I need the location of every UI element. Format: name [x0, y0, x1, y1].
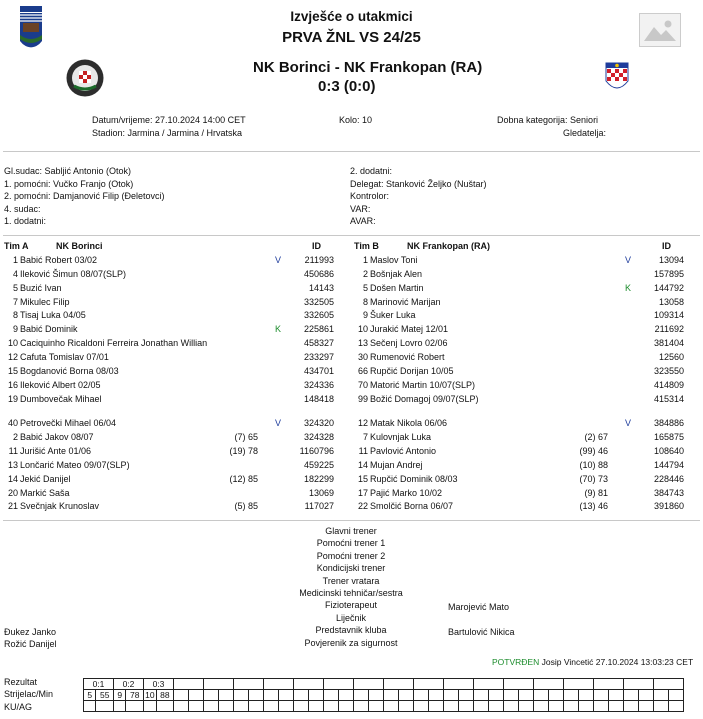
player-number: 11 [8, 445, 18, 456]
player-name: Dumbovečak Mihael [20, 393, 102, 404]
player-row [0, 500, 340, 513]
player-name: Bogdanović Borna 08/03 [20, 365, 119, 376]
score-cell [234, 679, 264, 690]
officials-right [350, 165, 487, 228]
results-label-score: Rezultat [4, 677, 38, 687]
official-line: 1. dodatni: [4, 216, 47, 226]
score-cell [624, 679, 654, 690]
officials-left [4, 165, 165, 228]
player-substitution: (12) 85 [229, 473, 258, 484]
player-name: Svečnjak Krunoslav [20, 501, 100, 512]
player-name: Maslov Toni [370, 255, 418, 265]
player-row [350, 445, 690, 458]
player-row [350, 379, 690, 392]
player-name: Došen Martin [370, 282, 424, 293]
player-number: 4 [12, 268, 18, 279]
player-id: 13058 [658, 296, 684, 307]
player-substitution: (99) 46 [579, 445, 608, 456]
player-number: 21 [7, 501, 18, 512]
confirmation-by: Josip Vincetić 27.10.2024 13:03:23 CET [541, 657, 694, 667]
player-id: 148418 [303, 393, 334, 404]
player-number: 7 [12, 296, 18, 307]
staff-role-label: Medicinski tehničar/sestra [299, 588, 403, 598]
player-number: 12 [357, 418, 368, 428]
player-row [0, 417, 340, 430]
player-role-mark: V [275, 255, 282, 265]
player-id: 1160796 [299, 445, 334, 456]
player-row [0, 431, 340, 444]
player-number: 15 [357, 473, 368, 484]
age-category: Dobna kategorija: Seniori [497, 115, 599, 125]
player-id: 381404 [653, 338, 684, 349]
match-datetime: Datum/vrijeme: 27.10.2024 14:00 CET [92, 115, 246, 125]
scorer-number: 10 [145, 690, 155, 700]
player-number: 17 [357, 487, 368, 498]
player-row [350, 323, 690, 336]
player-row [0, 268, 340, 281]
player-row [350, 459, 690, 472]
staff-role-label: Pomoćni trener 1 [316, 538, 386, 549]
divider [3, 235, 700, 236]
staff-role-label: Trener vratara [322, 575, 380, 586]
final-score: 0:3 (0:0) [318, 78, 376, 95]
results-label-scorer: Strijelac/Min [4, 689, 54, 699]
official-line: 2. pomoćni: Damjanović Filip (Đeletovci) [4, 191, 165, 201]
scorer-minute: 78 [126, 690, 144, 701]
player-row [350, 417, 690, 430]
player-name: Jurakić Matej 12/01 [370, 324, 449, 335]
player-row [350, 337, 690, 350]
player-id: 157895 [653, 268, 684, 279]
player-id: 108640 [653, 445, 684, 456]
staff-role-label: Povjerenik za sigurnost [304, 637, 398, 648]
player-id: 144794 [653, 459, 684, 470]
spectators: Gledatelja: [563, 128, 607, 138]
player-name: Jurišić Ante 01/06 [20, 445, 92, 456]
player-id: 228446 [653, 473, 684, 484]
staff-role-label: Pomoćni trener 2 [316, 550, 386, 561]
scorer-number: 5 [84, 690, 96, 701]
player-number: 1 [12, 255, 18, 265]
player-id: 324328 [303, 431, 334, 442]
player-name: Pavlović Antonio [370, 445, 437, 456]
staff-role-label: Liječnik [335, 612, 366, 623]
player-name: Kulovnjak Luka [370, 431, 432, 442]
player-name: Ileković Šimun 08/07(SLP) [20, 268, 127, 279]
player-id: 332605 [303, 310, 334, 321]
score-cell [444, 679, 474, 690]
player-row [0, 323, 340, 336]
score-cell [174, 679, 204, 690]
team-b-club-rep: Bartulović Nikica [448, 627, 515, 637]
player-id: 384886 [653, 418, 684, 428]
player-substitution: (13) 46 [579, 501, 608, 512]
nk-frankopan-crest-icon [604, 60, 630, 95]
team-b-physio: Marojević Mato [448, 602, 510, 612]
player-number: 1 [362, 255, 368, 265]
player-number: 11 [358, 445, 368, 456]
player-number: 99 [357, 393, 368, 404]
player-row [350, 268, 690, 281]
player-id: 434701 [303, 365, 334, 376]
player-number: 7 [362, 431, 368, 442]
official-line: 2. dodatni: [350, 166, 393, 176]
player-name: Rumenović Robert [370, 351, 445, 362]
player-row [350, 254, 690, 267]
staff-role-label: Predstavnik kluba [315, 625, 387, 636]
player-name: Božić Domagoj 09/07(SLP) [370, 393, 479, 404]
team-a-name: NK Borinci [56, 241, 103, 251]
player-row [0, 309, 340, 322]
player-row [0, 296, 340, 309]
player-number: 12 [7, 351, 18, 362]
team-a-label: Tim A [4, 241, 29, 251]
score-cell [324, 679, 354, 690]
player-id: 211993 [304, 255, 334, 265]
divider [3, 520, 700, 521]
score-cell [264, 679, 294, 690]
official-line: 4. sudac: [4, 203, 41, 214]
player-row [350, 296, 690, 309]
match-teams [253, 59, 482, 76]
player-number: 9 [12, 324, 18, 335]
player-id: 391860 [653, 501, 684, 512]
score-cell [504, 679, 534, 690]
score-cell [414, 679, 444, 690]
player-id: 144792 [653, 282, 684, 293]
player-row [350, 431, 690, 444]
player-id: 450686 [303, 268, 334, 279]
player-number: 40 [7, 418, 18, 428]
results-scorer-row [84, 690, 684, 701]
score-cell [534, 679, 564, 690]
player-id: 324320 [303, 418, 334, 428]
player-row [350, 282, 690, 295]
score-cell [474, 679, 504, 690]
confirmation [492, 657, 693, 667]
score-cell [594, 679, 624, 690]
score-cell [294, 679, 324, 690]
player-name: Bošnjak Alen [370, 268, 423, 279]
player-id: 109314 [653, 310, 684, 321]
player-name: Ileković Albert 02/05 [20, 379, 101, 390]
player-row [0, 282, 340, 295]
player-number: 13 [357, 338, 368, 349]
player-name: Buzić Ivan [20, 282, 62, 293]
player-number: 8 [362, 296, 368, 307]
player-id: 211692 [654, 324, 684, 335]
player-name: Pajić Marko 10/02 [370, 487, 443, 498]
player-id: 12560 [658, 351, 684, 362]
player-row [0, 365, 340, 378]
player-name: Rupčić Dorijan 10/05 [370, 365, 454, 376]
player-number: 5 [362, 282, 368, 293]
player-role-mark: V [625, 255, 632, 265]
results-label-cards: KU/AG [4, 702, 33, 712]
scorer-number: 9 [114, 690, 126, 701]
team-a-id-header: ID [312, 241, 321, 251]
player-row [0, 351, 340, 364]
score-cell [654, 679, 684, 690]
player-name: Matak Nikola 06/06 [370, 418, 448, 428]
player-id: 182299 [303, 473, 334, 484]
player-number: 5 [12, 282, 18, 293]
player-row [0, 393, 340, 406]
player-substitution: (70) 73 [579, 473, 608, 484]
player-number: 13 [7, 459, 18, 470]
player-number: 66 [357, 365, 368, 376]
player-name: Petrovečki Mihael 06/04 [20, 418, 117, 428]
score-cell [204, 679, 234, 690]
player-substitution: (2) 67 [584, 431, 608, 442]
player-name: Jekić Danijel [20, 473, 71, 484]
player-row [0, 337, 340, 350]
player-substitution: (10) 88 [579, 459, 608, 470]
results-score-row [84, 679, 684, 690]
score-cell: 0:2 [114, 679, 144, 690]
player-row [350, 473, 690, 486]
player-id: 165875 [653, 431, 684, 442]
player-number: 20 [7, 487, 18, 498]
player-id: 323550 [653, 365, 684, 376]
staff-role-label: Kondicijski trener [316, 563, 386, 574]
player-row [350, 309, 690, 322]
player-name: Cafuta Tomislav 07/01 [20, 351, 109, 362]
player-name: Smolčić Borna 06/07 [370, 501, 454, 512]
player-name: Lončarić Mateo 09/07(SLP) [20, 459, 130, 470]
player-row [0, 459, 340, 472]
player-name: Caciquinho Ricaldoni Ferreira Jonathan Willian [20, 338, 208, 349]
official-line: AVAR: [350, 216, 376, 226]
official-line: 1. pomoćni: Vučko Franjo (Otok) [4, 178, 134, 189]
player-row [0, 254, 340, 267]
player-row [350, 351, 690, 364]
player-number: 10 [7, 338, 18, 349]
player-substitution: (9) 81 [584, 487, 608, 498]
away-team-name: NK Frankopan (RA) [343, 59, 483, 76]
player-role-mark: K [625, 282, 632, 293]
nk-borinci-crest-icon [66, 59, 104, 97]
player-number: 22 [357, 501, 368, 512]
player-row [350, 500, 690, 513]
player-name: Sečenj Lovro 02/06 [370, 338, 448, 349]
team-separator: - [334, 59, 340, 76]
player-name: Marinović Marijan [370, 296, 441, 307]
official-line: VAR: [350, 203, 371, 214]
player-number: 10 [357, 324, 368, 335]
report-title: Izvješće o utakmici [290, 9, 413, 24]
player-name: Matorić Martin 10/07(SLP) [370, 379, 476, 390]
match-stadium: Stadion: Jarmina / Jarmina / Hrvatska [92, 128, 243, 138]
player-id: 459225 [303, 459, 334, 470]
player-id: 458327 [303, 338, 334, 349]
official-line: Delegat: Stanković Željko (Nuštar) [350, 178, 487, 189]
player-number: 19 [7, 393, 18, 404]
player-role-mark: V [625, 418, 632, 428]
player-number: 8 [12, 310, 18, 321]
player-row [350, 393, 690, 406]
player-substitution: (7) 65 [234, 431, 258, 442]
player-id: 415314 [653, 393, 684, 404]
player-id: 233297 [303, 351, 334, 362]
official-line: Kontrolor: [350, 191, 390, 201]
player-number: 16 [7, 379, 18, 390]
match-round: Kolo: 10 [339, 115, 373, 125]
score-cell [564, 679, 594, 690]
player-name: Mujan Andrej [370, 459, 423, 470]
results-table [83, 678, 684, 712]
player-id: 14143 [308, 282, 334, 293]
score-cell: 0:3 [144, 679, 174, 690]
player-name: Rupčić Dominik 08/03 [370, 473, 458, 484]
player-name: Markić Saša [20, 487, 70, 498]
player-number: 14 [7, 473, 18, 484]
competition-name: PRVA ŽNL VS 24/25 [282, 29, 421, 46]
player-name: Šuker Luka [370, 310, 416, 321]
results-cards-row [84, 701, 684, 712]
team-a-security-officer: Rožić Danijel [4, 639, 57, 649]
player-number: 2 [362, 268, 368, 279]
player-row [350, 365, 690, 378]
player-role-mark: K [275, 324, 282, 335]
player-name: Babić Robert 03/02 [20, 255, 98, 265]
player-number: 2 [12, 431, 18, 442]
scorer-minute: 88 [156, 690, 173, 701]
player-name: Tisaj Luka 04/05 [20, 310, 86, 321]
score-cell [384, 679, 414, 690]
team-b-label: Tim B [354, 241, 379, 251]
scorer-minute: 55 [96, 690, 114, 701]
team-b-name: NK Frankopan (RA) [407, 241, 490, 251]
player-name: Babić Jakov 08/07 [20, 431, 94, 442]
player-id: 324336 [303, 379, 334, 390]
player-id: 225861 [303, 324, 334, 335]
player-id: 117027 [304, 501, 334, 512]
player-row [0, 473, 340, 486]
home-team-name: NK Borinci [253, 59, 331, 76]
player-number: 30 [357, 351, 368, 362]
team-a-club-rep: Đukez Janko [4, 627, 57, 637]
player-row [0, 379, 340, 392]
player-number: 14 [357, 459, 368, 470]
player-id: 414809 [653, 379, 684, 390]
player-row [0, 445, 340, 458]
player-number: 70 [357, 379, 368, 390]
player-id: 13069 [308, 487, 334, 498]
official-line: Gl.sudac: Sabljić Antonio (Otok) [4, 166, 132, 176]
player-number: 15 [7, 365, 18, 376]
player-row [350, 487, 690, 500]
player-role-mark: V [275, 418, 282, 428]
player-name: Babić Dominik [20, 324, 78, 335]
player-number: 9 [362, 310, 368, 321]
confirmation-status: POTVRĐEN [492, 657, 540, 667]
score-cell: 0:1 [84, 679, 114, 690]
player-id: 13094 [658, 255, 684, 265]
player-name: Mikulec Filip [20, 296, 70, 307]
score-cell [354, 679, 384, 690]
player-row [0, 487, 340, 500]
divider [3, 151, 700, 152]
player-substitution: (19) 78 [229, 445, 258, 456]
player-substitution: (5) 85 [234, 501, 258, 512]
staff-role-label: Glavni trener [325, 526, 377, 536]
staff-role-label: Fizioterapeut [324, 600, 378, 611]
player-id: 384743 [653, 487, 684, 498]
team-b-id-header: ID [662, 241, 671, 251]
player-id: 332505 [303, 296, 334, 307]
